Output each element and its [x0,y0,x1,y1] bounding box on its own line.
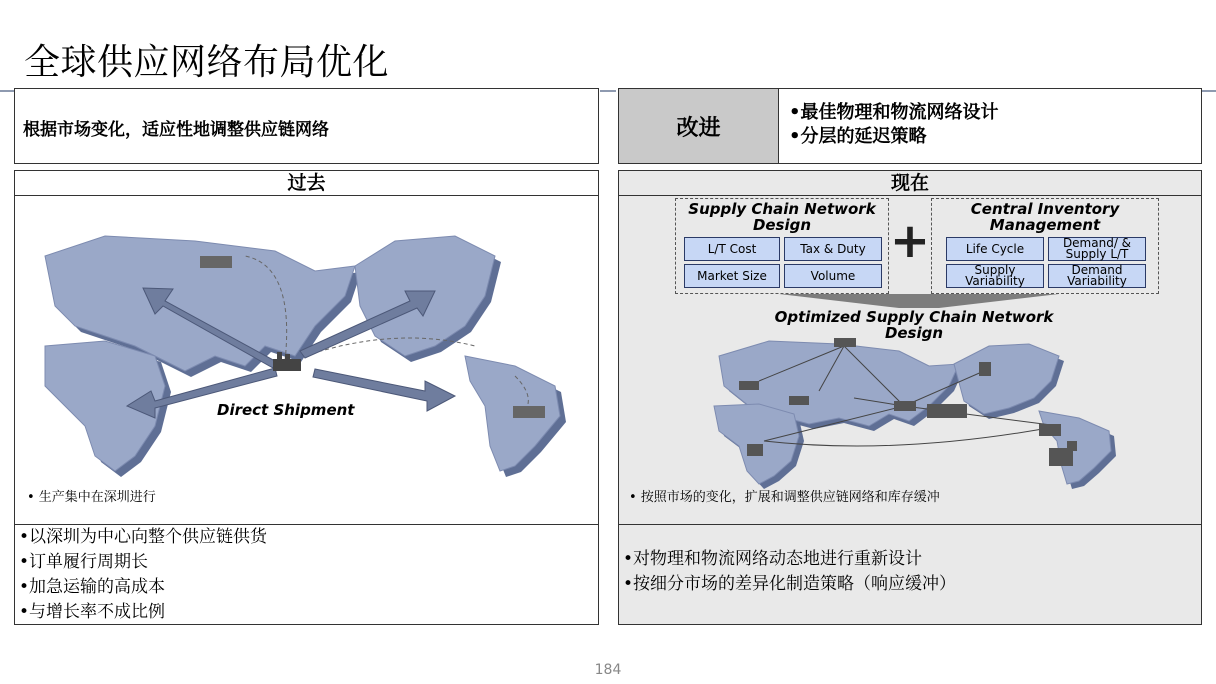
past-bullet: •订单履行周期长 [19,552,149,572]
factor-tax-duty: Tax & Duty [784,237,882,261]
title-rule-left [0,90,14,92]
now-panel [618,195,1202,525]
past-bullet: •以深圳为中心向整个供应链供货 [19,527,268,547]
now-bullet-list [623,547,956,597]
now-bullet: •对物理和物流网络动态地进行重新设计 [623,549,923,569]
now-header [618,170,1202,196]
page-number: 184 [594,662,622,678]
now-bullets-box [618,524,1202,625]
top-right-box [618,88,1202,164]
past-header-label: 过去 [287,172,326,194]
improve-bullet: •最佳物理和物流网络设计 [789,102,999,123]
plus-icon: + [889,213,931,269]
past-header [14,170,599,196]
past-bullet: •加急运输的高成本 [19,577,166,597]
past-bullet: •与增长率不成比例 [19,602,166,622]
inventory-management-title: Central Inventory Management [970,200,1120,234]
past-map-panel [14,195,599,525]
inventory-management-group [931,198,1159,294]
improve-label: 改进 [619,89,779,163]
past-bullet-list [19,525,267,625]
past-world-map [15,196,598,524]
network-design-title: Supply Chain Network Design [688,200,876,234]
improve-bullet: •分层的延迟策略 [789,126,927,147]
factor-supply-variability: Supply Variability [946,264,1044,288]
title-rule-right [1202,90,1216,92]
factor-lt-cost: L/T Cost [684,237,780,261]
factor-demand-supply-lt: Demand/ & Supply L/T [1048,237,1146,261]
factor-demand-variability: Demand Variability [1048,264,1146,288]
improve-bullet-list [789,101,999,149]
title-rule-mid [600,90,616,92]
factor-life-cycle: Life Cycle [946,237,1044,261]
factor-volume: Volume [784,264,882,288]
now-note: • 按照市场的变化，扩展和调整供应链网络和库存缓冲 [629,490,940,505]
factor-market-size: Market Size [684,264,780,288]
direct-shipment-label: Direct Shipment [217,401,355,419]
network-design-group [675,198,889,294]
page-title: 全球供应网络布局优化 [24,42,390,83]
past-bullets-box [14,524,599,625]
optimized-design-label: Optimized Supply Chain Network Design [774,308,1054,342]
top-left-box [14,88,599,164]
now-bullet: •按细分市场的差异化制造策略（响应缓冲） [623,574,957,594]
now-header-label: 现在 [890,172,929,194]
past-note: • 生产集中在深圳进行 [27,490,156,505]
now-world-map [699,326,1139,496]
top-left-text: 根据市场变化，适应性地调整供应链网络 [23,120,329,140]
